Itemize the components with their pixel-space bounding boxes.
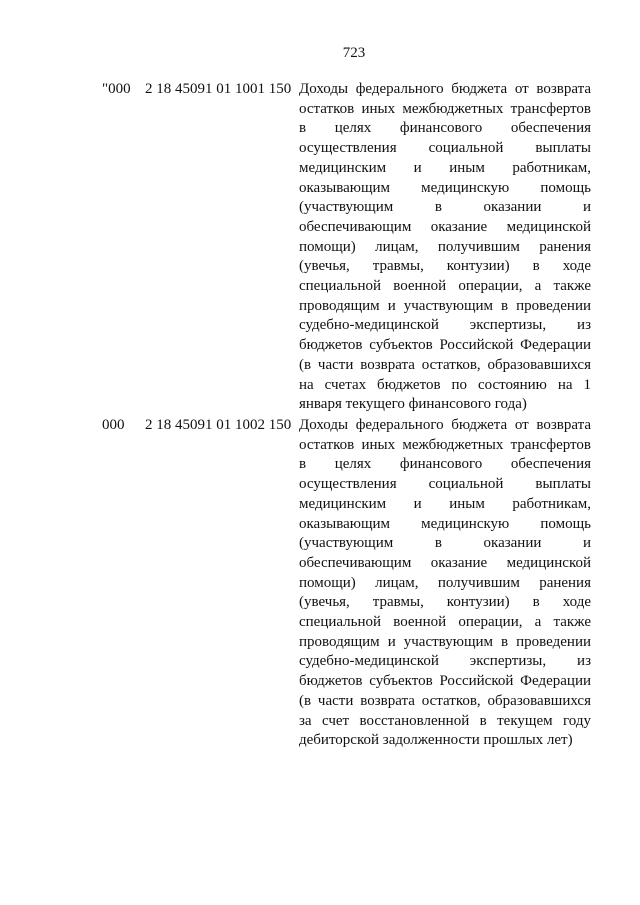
income-description: Доходы федерального бюджета от возврата остатков иных межбюджетных трансфертов в целях финансового обеспечения осуществления социальной выплаты медицинским и иным работникам, оказывающим медицинскую помощь (участвующим в оказании и обеспечивающим оказание медицинской помощи) лицам, получившим ранения (увечья, травмы, контузии) в ходе специальной военной операции, а также проводящим и участвующим в проведении судебно-медицинской экспертизы, из бюджетов субъектов Российской Федерации (в части возврата остатков, образовавшихся на счетах бюджетов по состоянию на 1 января текущего финансового года) [299,81,591,413]
administrator-code: "000 [102,81,131,97]
budget-classification-code: 2 18 45091 01 1002 150 [145,417,292,433]
budget-classification-code: 2 18 45091 01 1001 150 [145,81,292,97]
page-number: 723 [342,45,366,61]
income-description: Доходы федерального бюджета от возврата остатков иных межбюджетных трансфертов в целях финансового обеспечения осуществления социальной выплаты медицинским и иным работникам, оказывающим медицинскую помощь (участвующим в оказании и обеспечивающим оказание медицинской помощи) лицам, получившим ранения (увечья, травмы, контузии) в ходе специальной военной операции, а также проводящим и участвующим в проведении судебно-медицинской экспертизы, из бюджетов субъектов Российской Федерации (в части возврата остатков, образовавшихся за счет восстановленной в текущем году дебиторской задолженности прошлых лет) [299,417,591,749]
administrator-code: 000 [102,417,125,433]
